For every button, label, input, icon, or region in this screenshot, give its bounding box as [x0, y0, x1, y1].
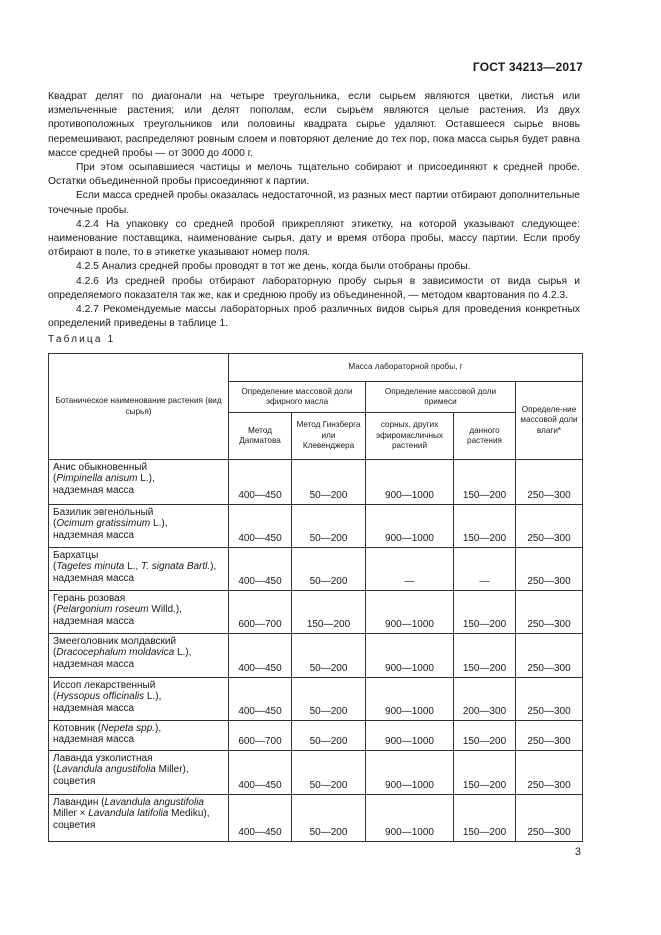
plant-name-cell: Лавандин (Lavandula angustifolia Miller × Lavandula latifolia Mediku), соцветия: [49, 795, 229, 842]
plant-name-cell: Змееголовник молдавский (Dracocephalum moldavica L.), надземная масса: [49, 634, 229, 678]
value-cell: 250—300: [516, 460, 583, 505]
value-cell: 150—200: [454, 721, 516, 751]
plant-name-cell: Герань розовая (Pelargonium roseum Willd.), надземная масса: [49, 591, 229, 634]
plant-name-cell: Базилик эвгенольный (Ocimum gratissimum L.), надземная масса: [49, 505, 229, 548]
value-cell: 150—200: [454, 634, 516, 678]
header-moisture: Определе-ние массовой доли влаги*: [516, 382, 583, 460]
value-cell: 250—300: [516, 751, 583, 795]
value-cell: 150—200: [454, 505, 516, 548]
lab-sample-mass-table: [48, 353, 583, 842]
value-cell: 200—300: [454, 678, 516, 721]
value-cell: 50—200: [292, 548, 366, 591]
value-cell: 900—1000: [366, 795, 454, 842]
paragraph-3: Если масса средней пробы оказалась недостаточной, из разных мест партии отбирают дополнительные точечные пробы.: [48, 190, 580, 216]
value-cell: 50—200: [292, 751, 366, 795]
value-cell: 250—300: [516, 591, 583, 634]
value-cell: 250—300: [516, 548, 583, 591]
value-cell: 250—300: [516, 505, 583, 548]
header-weed-plants: сорных, других эфиромасличных растений: [366, 413, 454, 460]
table-caption: Таблица 1: [48, 334, 116, 345]
value-cell: 900—1000: [366, 591, 454, 634]
value-cell: 150—200: [454, 751, 516, 795]
table-row: [49, 678, 583, 721]
header-ginsberg-method: Метод Гинзберга или Клевенджера: [292, 413, 366, 460]
value-cell: 900—1000: [366, 634, 454, 678]
table-row: [49, 634, 583, 678]
value-cell: 400—450: [229, 634, 292, 678]
value-cell: 50—200: [292, 505, 366, 548]
header-essential-oil: Определение массовой доли эфирного масла: [229, 382, 366, 413]
value-cell: 250—300: [516, 678, 583, 721]
plant-name-cell: Бархатцы (Tagetes minuta L., T. signata Bartl.), надземная масса: [49, 548, 229, 591]
value-cell: 400—450: [229, 795, 292, 842]
value-cell: 150—200: [292, 591, 366, 634]
value-cell: —: [366, 548, 454, 591]
value-cell: 50—200: [292, 634, 366, 678]
value-cell: 150—200: [454, 591, 516, 634]
header-impurity: Определение массовой доли примеси: [366, 382, 516, 413]
value-cell: 900—1000: [366, 505, 454, 548]
value-cell: 250—300: [516, 721, 583, 751]
value-cell: 250—300: [516, 795, 583, 842]
value-cell: 900—1000: [366, 460, 454, 505]
header-mass-group: Масса лабораторной пробы, г: [229, 354, 583, 382]
value-cell: 50—200: [292, 460, 366, 505]
value-cell: 50—200: [292, 795, 366, 842]
value-cell: 600—700: [229, 591, 292, 634]
plant-name-cell: Котовник (Nepeta spp.), надземная масса: [49, 721, 229, 751]
page-number: 3: [574, 846, 581, 858]
table-row: [49, 591, 583, 634]
value-cell: 250—300: [516, 634, 583, 678]
paragraph-4-2-7: 4.2.7 Рекомендуемые массы лабораторных проб различных видов сырья для проведения конкретных определений приведены в таблице 1.: [48, 304, 580, 330]
paragraph-4-2-4: 4.2.4 На упаковку со средней пробой прикрепляют этикетку, на которой указывают следующее: наименование поставщика, наименование сырья, дату и время отбора пробы, массу партии. Если пробу отбирают в поле, то в этикетке указывают номер поля.: [48, 218, 580, 259]
value-cell: 400—450: [229, 505, 292, 548]
value-cell: 600—700: [229, 721, 292, 751]
document-header: ГОСТ 34213—2017: [472, 60, 583, 74]
plant-name-cell: Анис обыкновенный (Pimpinella anisum L.), надземная масса: [49, 460, 229, 505]
header-this-plant: данного растения: [454, 413, 516, 460]
value-cell: 150—200: [454, 795, 516, 842]
value-cell: 400—450: [229, 751, 292, 795]
value-cell: 50—200: [292, 678, 366, 721]
value-cell: 150—200: [454, 460, 516, 505]
header-dapmatov-method: Метод Дапматова: [229, 413, 292, 460]
value-cell: 400—450: [229, 460, 292, 505]
value-cell: 900—1000: [366, 721, 454, 751]
table-row: [49, 795, 583, 842]
paragraph-2: При этом осыпавшиеся частицы и мелочь тщательно собирают и присоединяют к средней пробе. Остатки объединенной пробы присоединяют к партии.: [48, 162, 580, 188]
table-row: [49, 751, 583, 795]
paragraph-1: Квадрат делят по диагонали на четыре треугольника, если сырьем являются цветки, листья или измельченные растения; или делят пополам, если сырьем являются целые растения. Из двух противоположных треугольников или половины квадрата сырье удаляют. Оставшееся сырье вновь перемешивают, распределяют ровным слоем и повторяют деление до тех пор, пока масса сырья будет равна массе средней пробы — от 3000 до 4000 г.: [48, 91, 580, 159]
value-cell: 900—1000: [366, 678, 454, 721]
value-cell: 900—1000: [366, 751, 454, 795]
table-row: [49, 505, 583, 548]
value-cell: 400—450: [229, 678, 292, 721]
plant-name-cell: Лаванда узколистная (Lavandula angustifolia Miller), соцветия: [49, 751, 229, 795]
table-row: [49, 721, 583, 751]
paragraph-4-2-5: 4.2.5 Анализ средней пробы проводят в тот же день, когда были отобраны пробы.: [76, 261, 471, 273]
plant-name-cell: Иссоп лекарственный (Hyssopus officinalis L.), надземная масса: [49, 678, 229, 721]
body-text: [48, 90, 580, 331]
value-cell: —: [454, 548, 516, 591]
paragraph-4-2-6: 4.2.6 Из средней пробы отбирают лабораторную пробу сырья в зависимости от вида сырья и определяемого показателя так же, как и среднюю пробу из объединенной, — методом квартования по 4.2.3.: [48, 275, 580, 301]
table-row: [49, 460, 583, 505]
value-cell: 400—450: [229, 548, 292, 591]
table-row: [49, 548, 583, 591]
header-botanical-name: Ботаническое наименование растения (вид сырья): [49, 354, 229, 460]
value-cell: 50—200: [292, 721, 366, 751]
